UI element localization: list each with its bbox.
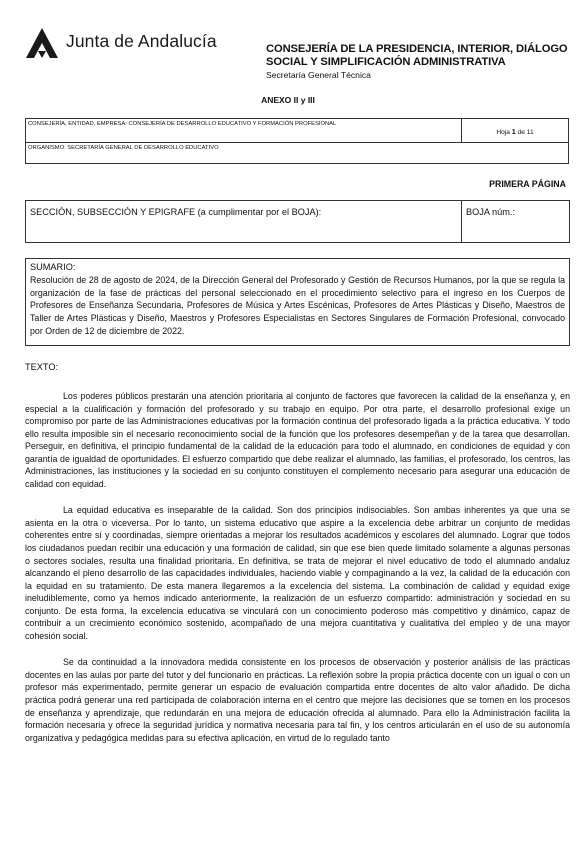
junta-logo-icon <box>25 27 59 59</box>
identification-table <box>25 118 569 164</box>
section-field: SECCIÓN, SUBSECCIÓN Y EPIGRAFE (a cumplimentar por el BOJA): <box>26 201 462 242</box>
page-indicator <box>462 119 568 143</box>
ministry-subtitle: Secretaría General Técnica <box>266 70 371 80</box>
summary-text: Resolución de 28 de agosto de 2024, de la Dirección General del Profesorado y Gestión de Recursos Humanos, por la que se regula la organización de la fase de prácticas del personal seleccionado en el procedimiento selectivo para el ingreso en los Cuerpos de Profesores de Enseñanza Secundaria, Profesores de Música y Artes Escénicas, Profesores de Artes Plásticas y Diseño, Maestros de Taller de Artes Plásticas y Diseño, Maestros y Profesores Especialistas en Sectores Singulares de Formación Profesional, convocado por Orden de 12 de diciembre de 2022. <box>30 275 565 336</box>
body-paragraph: La equidad educativa es inseparable de la calidad. Son dos principios indisociables. Son ambas inherentes ya que una se asienta en la otra o viceversa. Por lo tanto, un sistema educativo que aspire a la excelencia debe arbitrar un conjunto de medidas coherentes entre sí y coordinadas, siempre orientadas a mejorar los resultados académicos y escolares del alumnado. Lograr que todos los ciudadanos puedan recibir una educación y una formación de calidad, sin que ese bien quede limitado solamente a algunas personas o sectores sociales, resulta una finalidad prioritaria. En definitiva, se trata de mejorar el nivel educativo de todo el alumnado andaluz alcanzando el pleno desarrollo de las capacidades individuales, haciendo viable y compaginando a la vez, la calidad de la educación con la equidad en su tratamiento. De esta manera llegaremos a la excelencia del sistema. La combinación de calidad y equidad exige ineludiblemente, como ya hemos indicado anteriormente, la realización de un esfuerzo compartido: administración y sociedad en su conjunto. De esta forma, la excelencia educativa se vinculará con un conocimiento poderoso más competitivo y dinámico, capaz de contribuir a un crecimiento económico sostenido, acompañado de una mejora cuantitativa y cualitativa del empleo y de una mayor cohesión social. <box>25 505 570 641</box>
body-paragraph: Los poderes públicos prestarán una atención prioritaria al conjunto de factores que favorecen la calidad de la enseñanza y, en especial a la cualificación y formación del profesorado y su trabajo en equipo. Por otra parte, el desarrollo profesional exige un compromiso por parte de las Administraciones educativas por la formación continua del profesorado ligada a la práctica educativa. Y todo ello resulta imposible sin el necesario reconocimiento social de la función que los profesores desempeñan y de la tarea que desarrollan. Perseguir, en definitiva, el principio fundamental de la calidad de la educación para todo el alumnado, en condiciones de equidad y con garantía de igualdad de oportunidades. El esfuerzo compartido que debe realizar el alumnado, las familias, el profesorado, los centros, las Administraciones, las instituciones y la sociedad en su conjunto constituyen el complemento necesario para asegurar una educación de calidad con equidad. <box>25 391 570 489</box>
first-page-label: PRIMERA PÁGINA <box>489 179 566 189</box>
entity-cell: CONSEJERÍA, ENTIDAD, EMPRESA: CONSEJERÍA DE DESARROLLO EDUCATIVO Y FORMACIÓN PROFESIONAL <box>26 119 462 143</box>
ministry-title: CONSEJERÍA DE LA PRESIDENCIA, INTERIOR, DIÁLOGO SOCIAL Y SIMPLIFICACIÓN ADMINISTRATIVA <box>266 43 568 68</box>
summary-label: SUMARIO: <box>30 262 76 272</box>
page-prefix: Hoja <box>496 129 510 136</box>
document-body <box>25 390 570 758</box>
section-table <box>25 200 570 243</box>
organism-cell: ORGANISMO: SECRETARÍA GENERAL DE DESARROLLO EDUCATIVO <box>28 145 219 151</box>
annex-title: ANEXO II y III <box>261 95 315 105</box>
logo-text: Junta de Andalucía <box>66 31 217 51</box>
boja-number-field: BOJA núm.: <box>466 207 516 217</box>
page-current: 1 <box>511 127 516 136</box>
page-of: de <box>517 129 525 136</box>
text-label: TEXTO: <box>25 362 59 372</box>
summary-box <box>25 258 570 346</box>
page-total: 11 <box>526 129 534 136</box>
body-paragraph: Se da continuidad a la innovadora medida consistente en los procesos de observación y posterior análisis de las prácticas docentes en las aulas por parte del tutor y del funcionario en prácticas. La reflexión sobre la propia práctica docente con un igual o con un profesor más experimentado, permite generar un espacio de evaluación compartida entre docentes de alto valor añadido. De dicha práctica podrá generar una red participada de colaboración interna en el centro que mejore las decisiones que se tomen en los procesos de enseñanza y aprendizaje, que redundarán en una mejora de educación ofrecida al alumnado. Para ello la Administración facilita la formación necesaria y ofrece la seguridad jurídica y normativa necesaria para tal fin, y los centros articularán en el uso de su autonomía organizativa y pedagógica medidas para su efectiva aplicación, en virtud de lo regulado tanto <box>25 657 570 743</box>
